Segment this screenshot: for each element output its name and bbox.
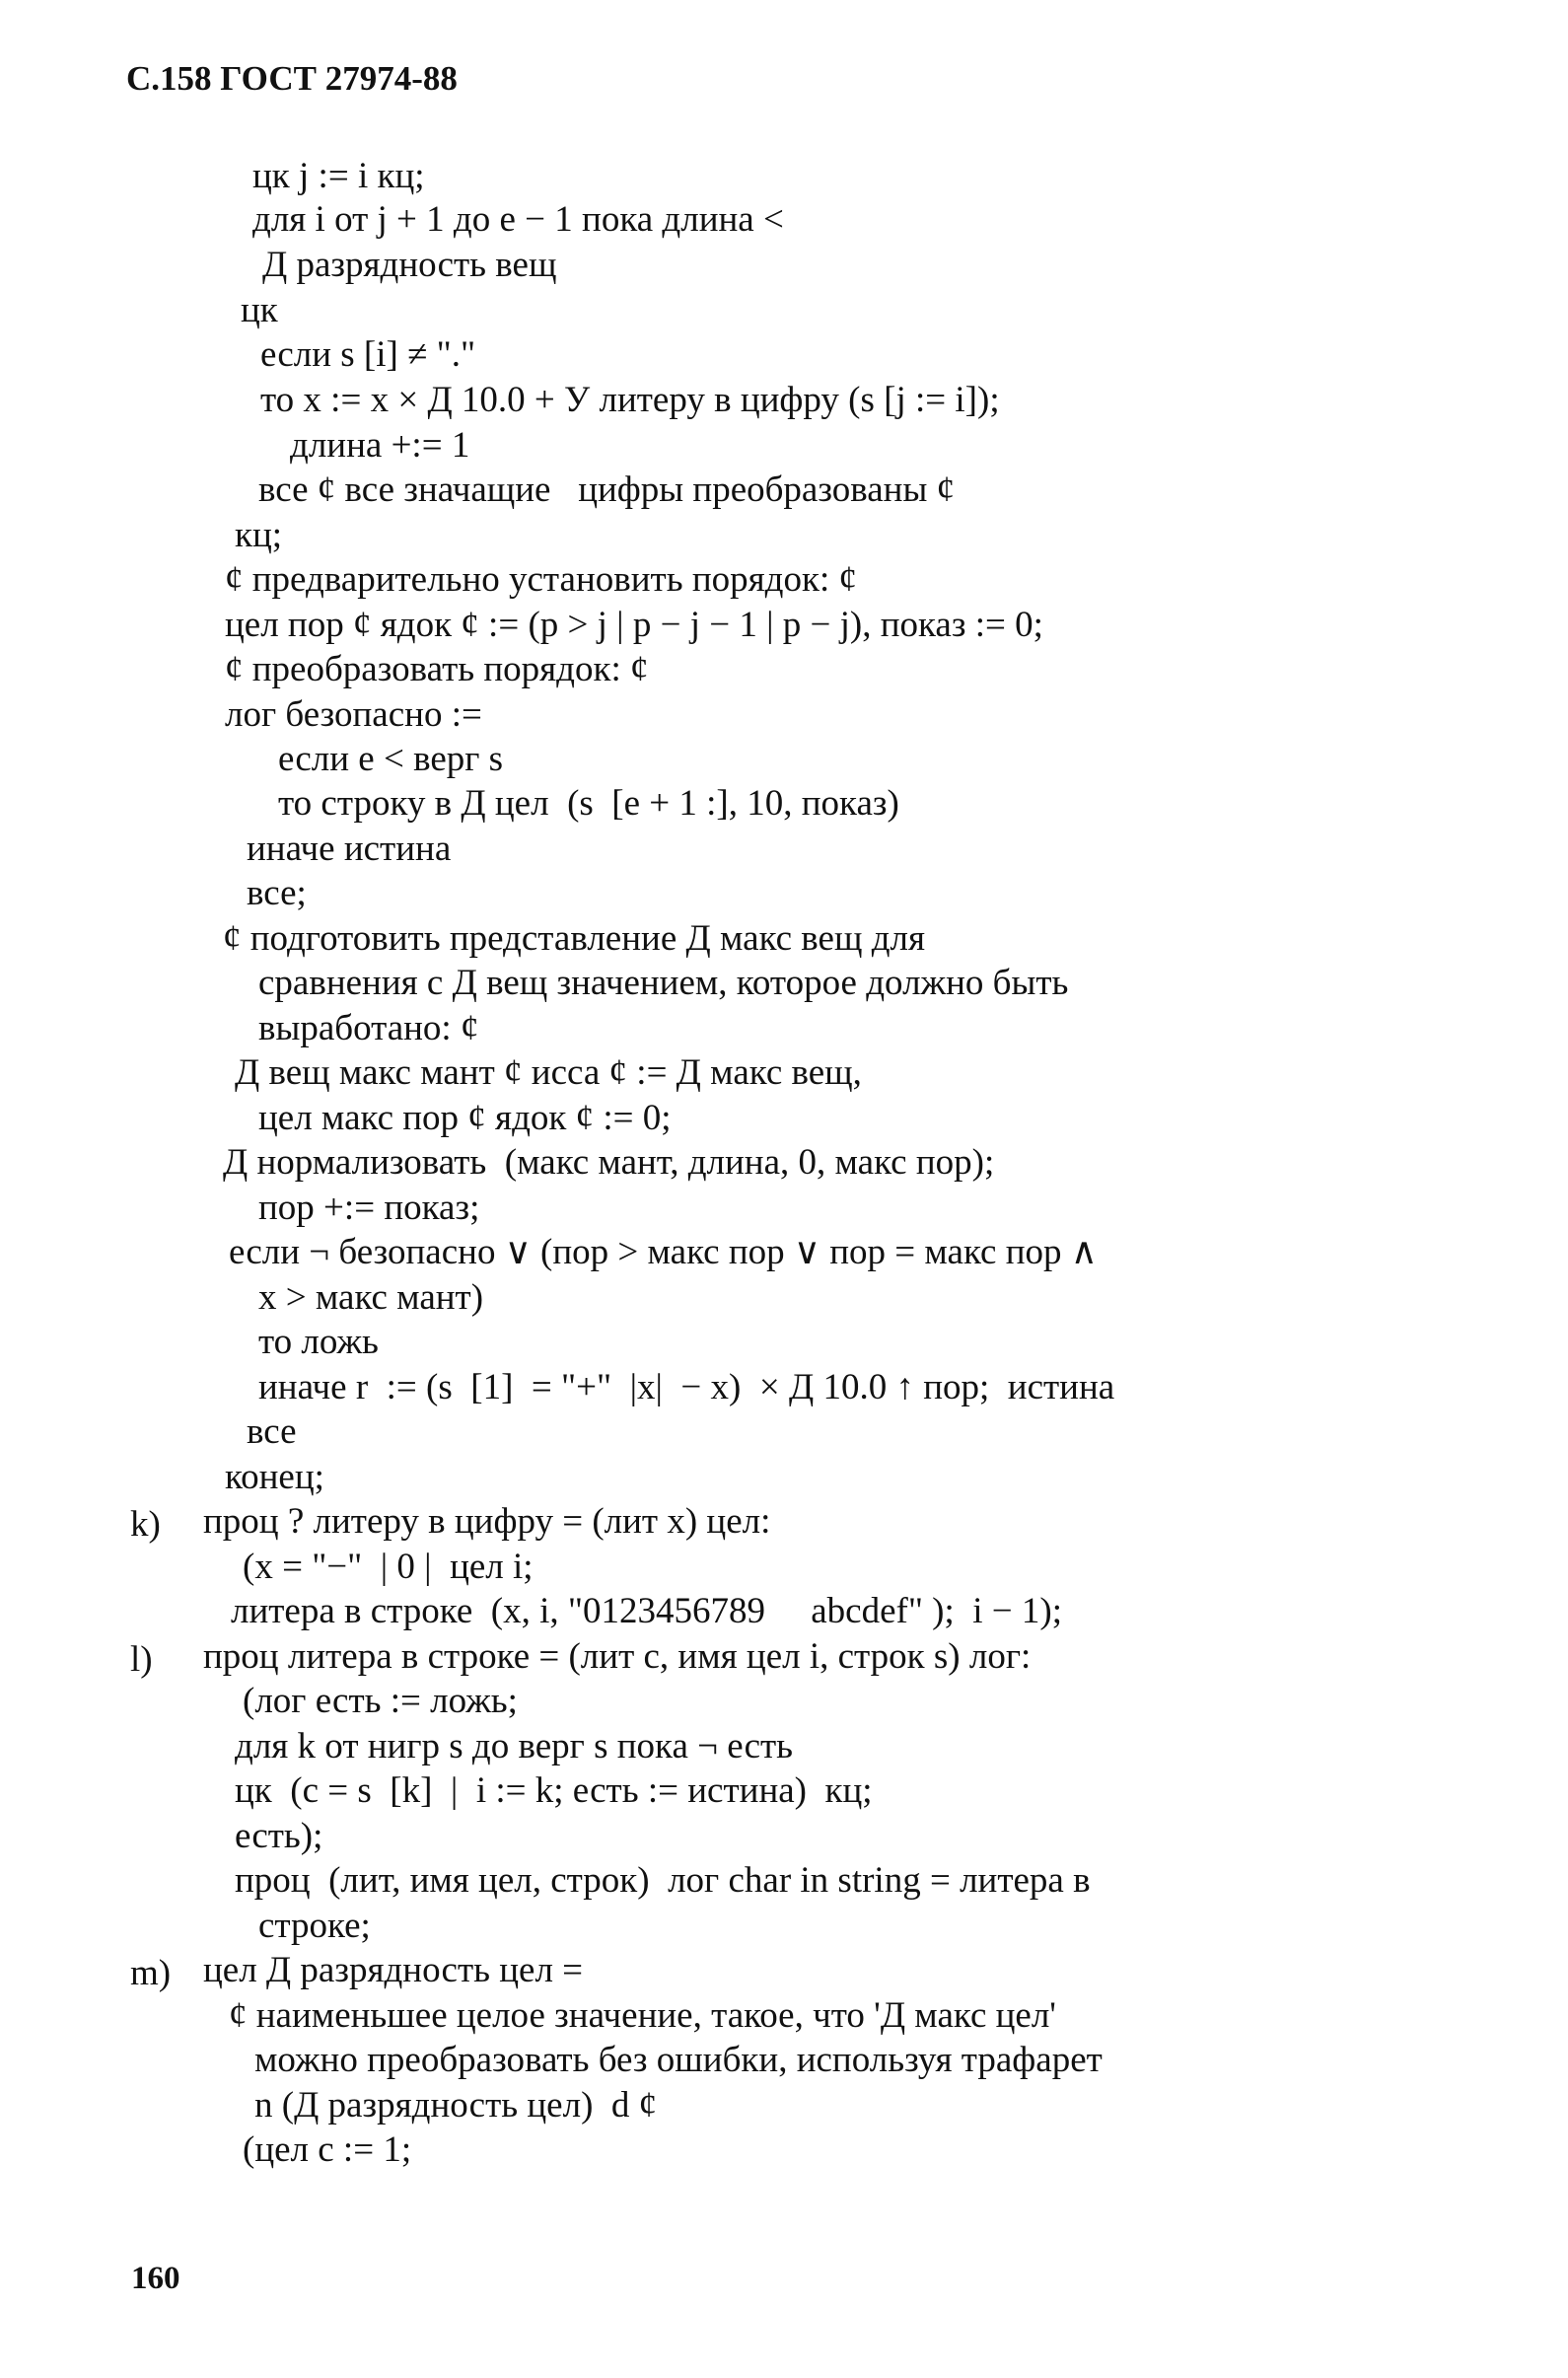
code-line: ¢ предварительно установить порядок: ¢ [225, 559, 857, 600]
code-line: сравнения с Д вещ значением, которое должно быть [258, 963, 1069, 1003]
code-line: для k от нигр s до верг s пока ¬ есть [235, 1726, 794, 1766]
code-line: иначе истина [247, 829, 452, 869]
code-line: все ¢ все значащие цифры преобразованы ¢ [258, 469, 956, 510]
code-line: проц литера в строке = (лит c, имя цел i, строк s) лог: [203, 1636, 1032, 1677]
code-line: ¢ преобразовать порядок: ¢ [225, 649, 649, 689]
item-label: k) [130, 1504, 161, 1545]
code-line: строке; [258, 1906, 371, 1946]
code-line: цк (c = s [k] | i := k; есть := истина) кц; [235, 1770, 873, 1811]
page-number: 160 [131, 2261, 180, 2296]
code-line: цел пор ¢ ядок ¢ := (p > j | p − j − 1 | p − j), показ := 0; [225, 605, 1043, 645]
code-line: n (Д разрядность цел) d ¢ [254, 2085, 658, 2126]
code-line: цел макс пор ¢ ядок ¢ := 0; [258, 1098, 672, 1138]
code-line: Д вещ макс мант ¢ исса ¢ := Д макс вещ, [235, 1052, 862, 1093]
code-line: пор +:= показ; [258, 1188, 480, 1228]
code-line: то строку в Д цел (s [e + 1 :], 10, показ) [278, 783, 899, 824]
code-line: ¢ подготовить представление Д макс вещ для [223, 918, 926, 959]
code-line: лог безопасно := [225, 694, 482, 735]
running-header: С.158 ГОСТ 27974-88 [126, 59, 458, 98]
code-line: проц ? литеру в цифру = (лит x) цел: [203, 1501, 771, 1542]
code-line: иначе r := (s [1] = "+" |x| − x) × Д 10.0 ↑ пор; истина [258, 1367, 1115, 1407]
code-line: Д нормализовать (макс мант, длина, 0, макс пор); [223, 1142, 995, 1183]
code-line: литера в строке (x, i, "0123456789 abcdef" ); i − 1); [231, 1591, 1063, 1631]
code-line: (лог есть := ложь; [243, 1681, 518, 1721]
item-label: l) [130, 1639, 153, 1680]
code-line: все; [247, 873, 307, 913]
code-line: длина +:= 1 [290, 425, 470, 466]
code-line: если e < верг s [278, 739, 504, 779]
code-line: Д разрядность вещ [262, 245, 557, 285]
code-line: для i от j + 1 до e − 1 пока длина < [252, 199, 784, 240]
code-line: цк [241, 290, 278, 330]
code-line: (цел c := 1; [243, 2129, 412, 2170]
code-line: если s [i] ≠ "." [260, 334, 476, 375]
code-line: цк j := i кц; [252, 156, 425, 196]
code-line: можно преобразовать без ошибки, используя трафарет [254, 2040, 1103, 2080]
code-line: x > макс мант) [258, 1277, 484, 1318]
code-line: если ¬ безопасно ∨ (пор > макс пор ∨ пор = макс пор ∧ [229, 1232, 1098, 1272]
code-line: все [247, 1411, 297, 1452]
code-line: (x = "−" | 0 | цел i; [243, 1547, 534, 1587]
code-line: то x := x × Д 10.0 + У литеру в цифру (s [j := i]); [260, 380, 1000, 420]
code-line: кц; [235, 515, 283, 555]
code-line: то ложь [258, 1322, 379, 1362]
code-line: проц (лит, имя цел, строк) лог char in string = литера в [235, 1860, 1091, 1901]
code-line: есть); [235, 1816, 323, 1856]
code-line: ¢ наименьшее целое значение, такое, что 'Д макс цел' [229, 1995, 1056, 2036]
item-label: m) [130, 1953, 172, 1993]
code-line: выработано: ¢ [258, 1008, 479, 1048]
code-line: конец; [225, 1457, 324, 1497]
code-line: цел Д разрядность цел = [203, 1950, 584, 1990]
